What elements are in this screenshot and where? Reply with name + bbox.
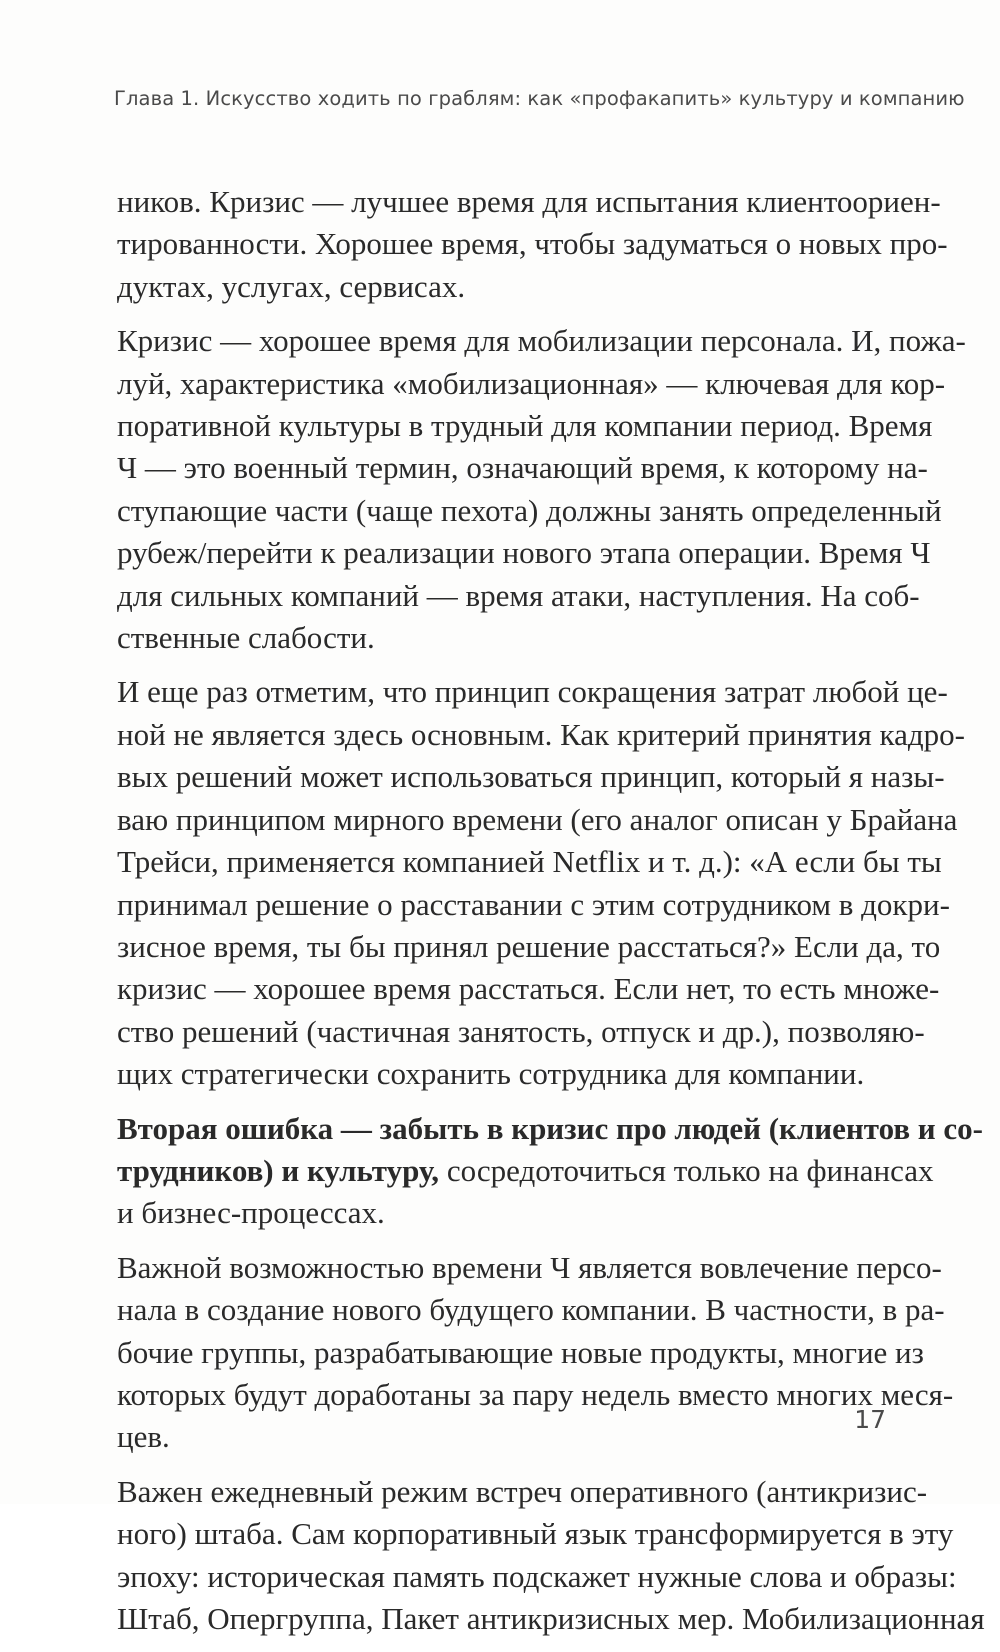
text-line: Штаб, Опергруппа, Пакет антикризисных мер. Мобилизационная (117, 1601, 985, 1636)
text-line: И еще раз отметим, что принцип сокращения затрат любой це- (117, 674, 948, 710)
text-line: дуктах, услугах, сервисах. (117, 268, 466, 304)
text-line: Ч — это военный термин, означающий время, к которому на- (117, 450, 928, 486)
text-line: нала в создание нового будущего компании. В частности, в ра- (117, 1292, 945, 1328)
paragraph (117, 1247, 954, 1459)
text-line: ваю принципом мирного времени (его аналог описан у Брайана (117, 801, 958, 837)
text-line: ственные слабости. (117, 620, 375, 656)
text-line: ступающие части (чаще пехота) должны занять определенный (117, 492, 942, 528)
text-line: Важен ежедневный режим встреч оперативного (антикризис- (117, 1473, 928, 1509)
paragraph (117, 1471, 985, 1641)
bold-text: трудников) и культуру, (117, 1152, 440, 1188)
text-line: луй, характеристика «мобилизационная» — ключевая для кор- (117, 365, 946, 401)
text-line: принимал решение о расставании с этим сотрудником в докри- (117, 886, 950, 922)
text-line: ной не является здесь основным. Как критерий принятия кадро- (117, 716, 965, 752)
text-line: ников. Кризис — лучшее время для испытания клиентоориен- (117, 184, 941, 219)
text-line: ство решений (частичная занятость, отпуск и др.), позволяю- (117, 1013, 925, 1049)
paragraph (117, 671, 965, 1095)
text-line: ного) штаба. Сам корпоративный язык трансформируется в эту (117, 1516, 954, 1552)
text-line: цев. (117, 1419, 170, 1455)
text-line: Кризис — хорошее время для мобилизации персонала. И, пожа- (117, 323, 966, 359)
paragraph (117, 320, 966, 659)
body-text (117, 181, 985, 1652)
regular-text: сосредоточиться только на финансах (439, 1152, 934, 1188)
text-line: эпоху: историческая память подскажет нужные слова и образы: (117, 1558, 957, 1594)
text-line: вых решений может использоваться принцип, который я назы- (117, 759, 945, 795)
paragraph (117, 181, 948, 308)
text-line: щих стратегически сохранить сотрудника для компании. (117, 1056, 865, 1092)
text-line: зисное время, ты бы принял решение расстаться?» Если да, то (117, 928, 941, 964)
text-line: которых будут доработаны за пару недель вместо многих меся- (117, 1376, 954, 1412)
bold-text-line: Вторая ошибка — забыть в кризис про людей (клиентов и со- (117, 1110, 984, 1146)
text-line (117, 1150, 934, 1192)
text-line: рубеж/перейти к реализации нового этапа операции. Время Ч (117, 535, 931, 571)
text-line: Важной возможностью времени Ч является вовлечение персо- (117, 1249, 942, 1285)
text-line: кризис — хорошее время расстаться. Если нет, то есть множе- (117, 971, 940, 1007)
running-header: Глава 1. Искусство ходить по граблям: как «профакапить» культуру и компанию (114, 87, 965, 110)
text-line: бочие группы, разрабатывающие новые продукты, многие из (117, 1334, 924, 1370)
text-line: поративной культуры в трудный для компании период. Время (117, 408, 933, 444)
text-line: тированности. Хорошее время, чтобы задуматься о новых про- (117, 226, 948, 262)
text-line: Трейси, применяется компанией Netflix и т. д.): «А если бы ты (117, 844, 942, 880)
page-number: 17 (854, 1405, 886, 1434)
text-line: для сильных компаний — время атаки, наступления. На соб- (117, 577, 920, 613)
text-line: и бизнес-процессах. (117, 1195, 385, 1231)
paragraph-emphasis (117, 1108, 984, 1235)
